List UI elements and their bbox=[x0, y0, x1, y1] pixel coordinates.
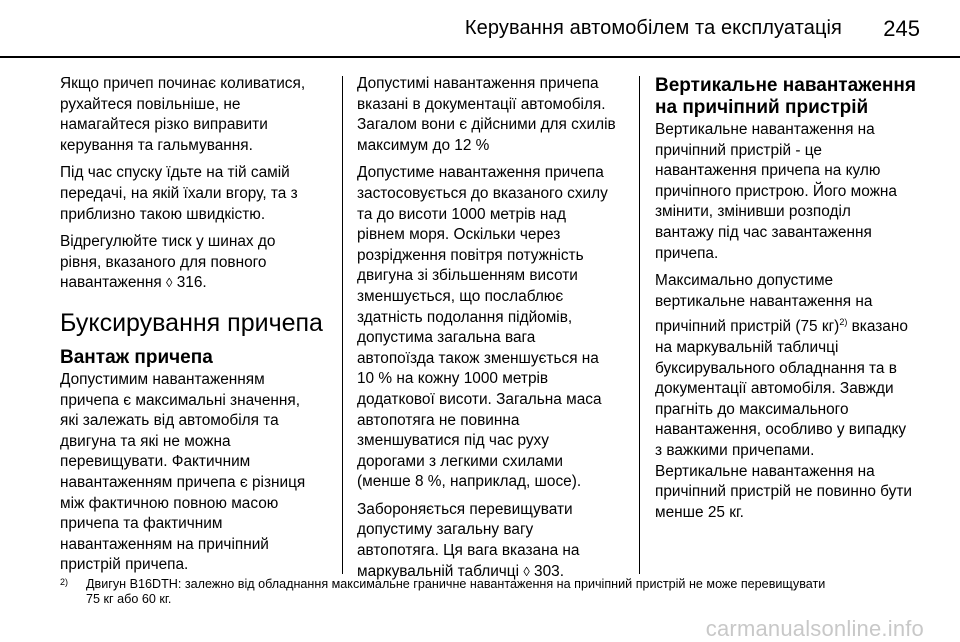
page-reference-icon: ◊ bbox=[166, 275, 173, 291]
page-reference[interactable]: 303. bbox=[529, 562, 564, 580]
column-1 bbox=[60, 74, 330, 583]
paragraph bbox=[655, 271, 931, 461]
paragraph: Допустиме навантаження причепа застосовується до вказаного схилу та до висоти 1000 метрів над рівнем моря. Оскільки через розрідження повітря потужність двигуна зі збільшенням висоти зменшується, що послаблює здатність подолання підйомів, допустима загальна вага автопоїзда також зменшується на 10 % на кожну 1000 метрів додаткової висоти. Загальна маса автопотяга не повинна зменшуватися під час руху дорогами з легкими схилами (менше 8 %, наприклад, шосе). bbox=[357, 164, 608, 491]
paragraph bbox=[357, 500, 629, 582]
subheading: Вертикальне навантаження на причіпний пристрій bbox=[655, 75, 916, 118]
page-reference-icon: ◊ bbox=[523, 563, 530, 579]
column-divider bbox=[342, 76, 343, 574]
watermark: carmanualsonline.info bbox=[705, 616, 924, 641]
column-divider bbox=[639, 76, 640, 574]
page-number: 245 bbox=[883, 16, 920, 41]
page-reference[interactable]: 316. bbox=[172, 274, 207, 292]
paragraph: Допустимі навантаження причепа вказані в документації автомобіля. Загалом вони є дійсними для схилів максимум до 12 % bbox=[357, 75, 616, 154]
column-3 bbox=[655, 75, 931, 530]
column-2 bbox=[357, 74, 629, 589]
paragraph-text: Максимально допустиме вертикальне навантаження на причіпний пристрій (75 кг) bbox=[655, 272, 873, 336]
section-title: Буксирування причепа bbox=[60, 308, 323, 337]
subheading: Вантаж причепа bbox=[60, 346, 213, 368]
paragraph: Вертикальне навантаження на причіпний пристрій не повинно бути менше 25 кг. bbox=[655, 462, 912, 521]
paragraph-text: Забороняється перевищувати допустиму загальну вагу автопотяга. Ця вага вказана на маркувальній табличці bbox=[357, 500, 580, 580]
header-title: Керування автомобілем та експлуатація bbox=[464, 17, 842, 39]
paragraph: Під час спуску їдьте на тій самій передачі, на якій їхали вгору, та з приблизно такою швидкістю. bbox=[60, 164, 298, 223]
paragraph: Якщо причеп починає коливатися, рухайтеся повільніше, не намагайтеся різко виправити керування та гальмування. bbox=[60, 75, 306, 154]
footnote-mark: 2) bbox=[60, 577, 69, 587]
footnote-marker: 2) bbox=[839, 317, 848, 328]
header-rule bbox=[0, 56, 960, 58]
paragraph-text: Відрегулюйте тиск у шинах до рівня, вказаного для повного навантаження bbox=[60, 233, 276, 292]
footnote bbox=[60, 577, 930, 607]
paragraph bbox=[60, 232, 330, 294]
paragraph: Допустимим навантаженням причепа є максимальні значення, які залежать від автомобіля та двигуна та які не можна перевищувати. Фактичним навантаженням причепа є різниця між фактичною повною масою причепа та фактичним навантаженням на причіпний пристрій причепа. bbox=[60, 370, 306, 574]
paragraph: Вертикальне навантаження на причіпний пристрій - це навантаження причепа на кулю причіпного пристрою. Його можна змінити, змінивши розподіл вантажу під час завантаження причепа. bbox=[655, 121, 897, 262]
paragraph-text: вказано на маркувальній табличці буксирувального обладнання та в документації автомобіля. Завжди прагніть до максимального навантаження, особливо у випадку з важкими причепами. bbox=[655, 318, 908, 460]
footnote-text: Двигун B16DTH: залежно від обладнання максимальне граничне навантаження на причіпний пристрій не може перевищувати 75 кг або 60 кг. bbox=[86, 577, 826, 606]
